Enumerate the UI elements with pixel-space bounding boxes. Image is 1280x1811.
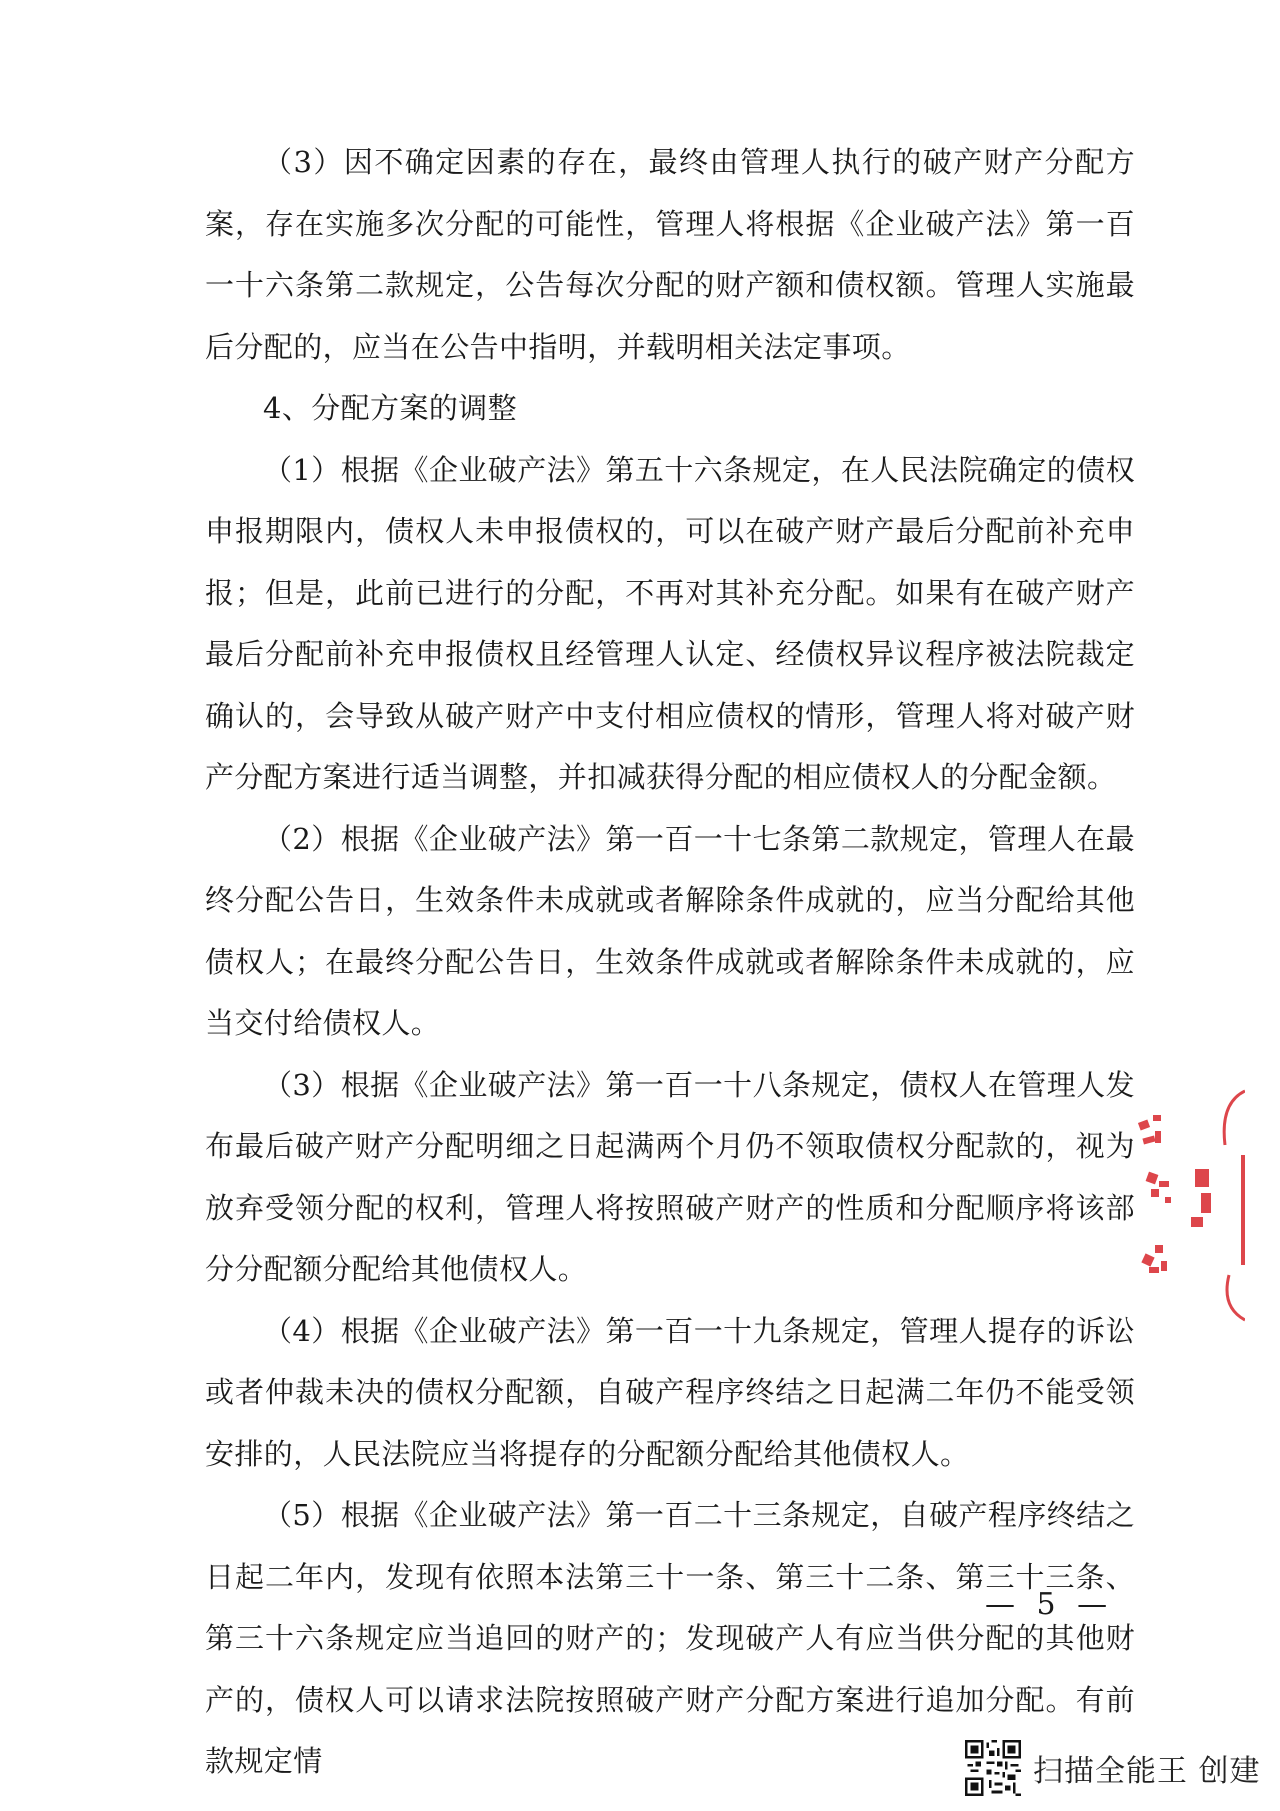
paragraph-adjustment-1: （1）根据《企业破产法》第五十六条规定，在人民法院确定的债权申报期限内，债权人未申报债权的，可以在破产财产最后分配前补充申报；但是，此前已进行的分配，不再对其补充分配。如果有在破产财产最后分配前补充申报债权且经管理人认定、经债权异议程序被法院裁定确认的，会导致从破产财产中支付相应债权的情形，管理人将对破产财产分配方案进行适当调整，并扣减获得分配的相应债权人的分配金额。 <box>205 452 1135 794</box>
paragraph-adjustment-4: （4）根据《企业破产法》第一百一十九条规定，管理人提存的诉讼或者仲裁未决的债权分配额，自破产程序终结之日起满二年仍不能受领安排的，人民法院应当将提存的分配额分配给其他债权人。 <box>205 1313 1135 1471</box>
paragraph-adjustment-3: （3）根据《企业破产法》第一百一十八条规定，债权人在管理人发布最后破产财产分配明细之日起满两个月仍不领取债权分配款的，视为放弃受领分配的权利，管理人将按照破产财产的性质和分配顺序将该部分分配额分配给其他债权人。 <box>205 1067 1135 1286</box>
section-heading-adjustment: 4、分配方案的调整 <box>263 391 518 425</box>
scanner-app-label: 扫描全能王 创建 <box>1033 1754 1261 1789</box>
paragraph-adjustment-2: （2）根据《企业破产法》第一百一十七条第二款规定，管理人在最终分配公告日，生效条件未成就或者解除条件成就的，应当分配给其他债权人；在最终分配公告日，生效条件成就或者解除条件未成就的，应当交付给债权人。 <box>205 821 1135 1040</box>
paragraph-distribution-multiple: （3）因不确定因素的存在，最终由管理人执行的破产财产分配方案，存在实施多次分配的可能性，管理人将根据《企业破产法》第一百一十六条第二款规定，公告每次分配的财产额和债权额。管理人实施最后分配的，应当在公告中指明，并载明相关法定事项。 <box>205 145 1135 364</box>
official-seal-icon <box>1125 1085 1245 1325</box>
document-body <box>205 132 1135 1793</box>
qr-code-icon <box>965 1740 1021 1796</box>
page-number: — 5 — <box>985 1587 1114 1622</box>
paragraph-adjustment-5: （5）根据《企业破产法》第一百二十三条规定，自破产程序终结之日起二年内，发现有依照本法第三十一条、第三十二条、第三十三条、第三十六条规定应当追回的财产的；发现破产人有应当供分配的其他财产的，债权人可以请求法院按照破产财产分配方案进行追加分配。有前款规定情 <box>205 1498 1135 1778</box>
scanner-watermark <box>965 1738 1261 1798</box>
